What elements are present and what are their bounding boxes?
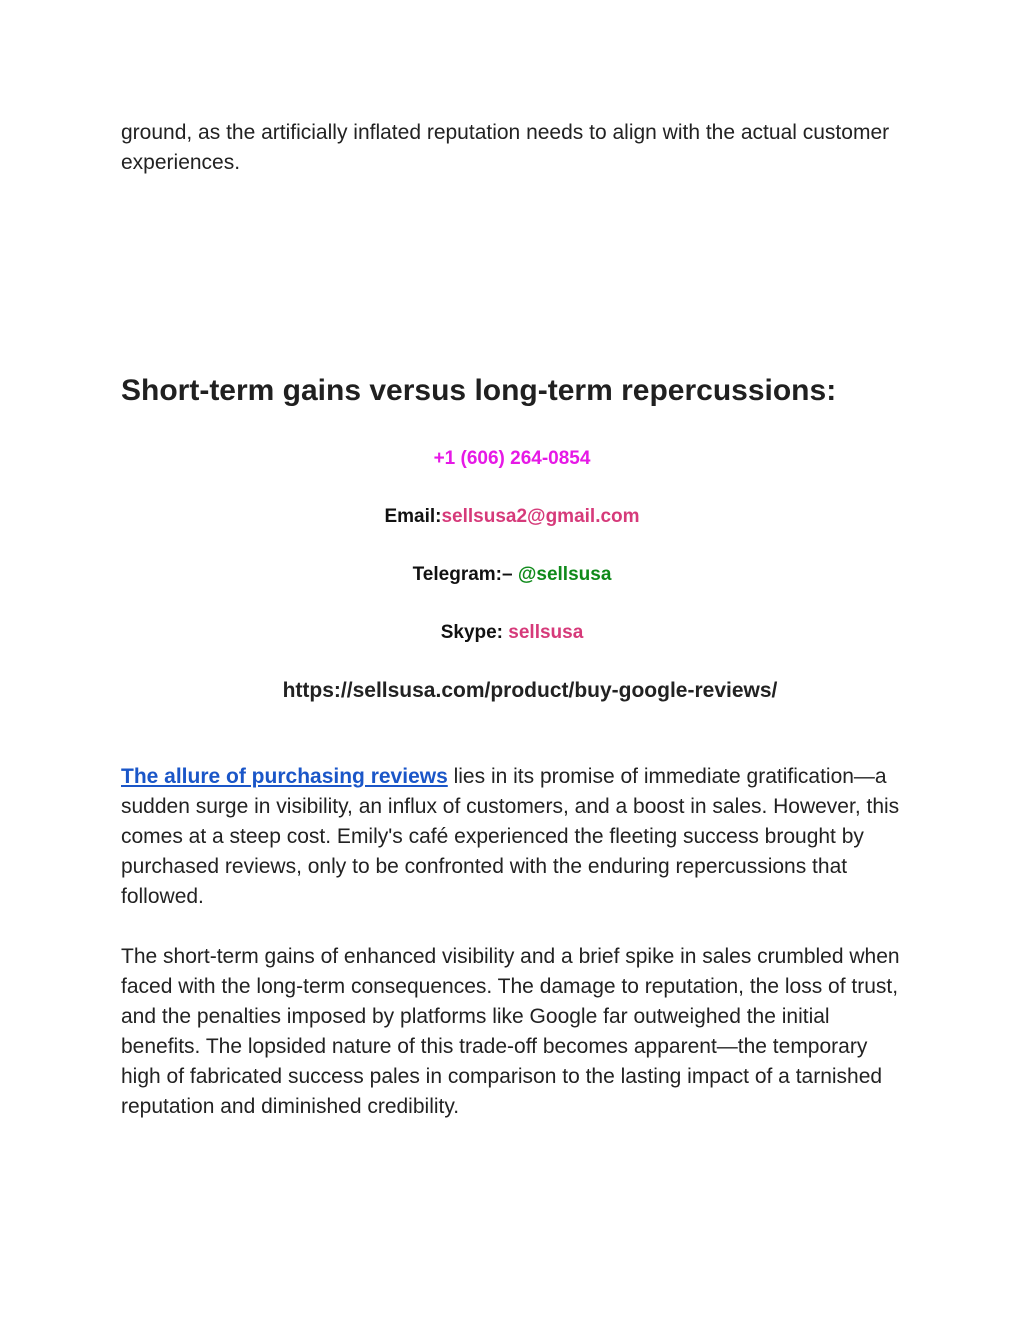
telegram-line <box>0 562 1024 588</box>
email-line <box>0 504 1024 530</box>
section-heading: Short-term gains versus long-term repercussions: <box>121 374 837 407</box>
skype-line <box>0 620 1024 646</box>
telegram-value: @sellsusa <box>517 564 612 585</box>
product-url: https://sellsusa.com/product/buy-google-reviews/ <box>282 679 778 702</box>
allure-paragraph <box>121 762 911 912</box>
email-value: sellsusa2@gmail.com <box>441 506 640 527</box>
phone-line <box>0 446 1024 472</box>
short-term-paragraph: The short-term gains of enhanced visibility and a brief spike in sales crumbled when faced with the long-term consequences. The damage to reputation, the loss of trust, and the penalties imposed by platforms like Google far outweighed the initial benefits. The lopsided nature of this trade-off becomes apparent—the temporary high of fabricated success pales in comparison to the lasting impact of a tarnished reputation and diminished credibility. <box>121 945 900 1118</box>
telegram-label: Telegram:– <box>412 564 518 585</box>
skype-label: Skype: <box>440 622 509 643</box>
phone-number: +1 (606) 264-0854 <box>433 448 591 469</box>
intro-paragraph: ground, as the artificially inflated reputation needs to align with the actual customer experiences. <box>121 121 890 174</box>
email-label: Email: <box>384 506 442 527</box>
skype-value: sellsusa <box>508 622 584 643</box>
allure-paragraph-text: lies in its promise of immediate gratification—a sudden surge in visibility, an influx of customers, and a boost in sales. However, this comes at a steep cost. Emily's café experienced the fleeting success brought by purchased reviews, only to be confronted with the enduring repercussions that followed. <box>121 765 900 908</box>
allure-link[interactable]: The allure of purchasing reviews <box>121 765 448 788</box>
